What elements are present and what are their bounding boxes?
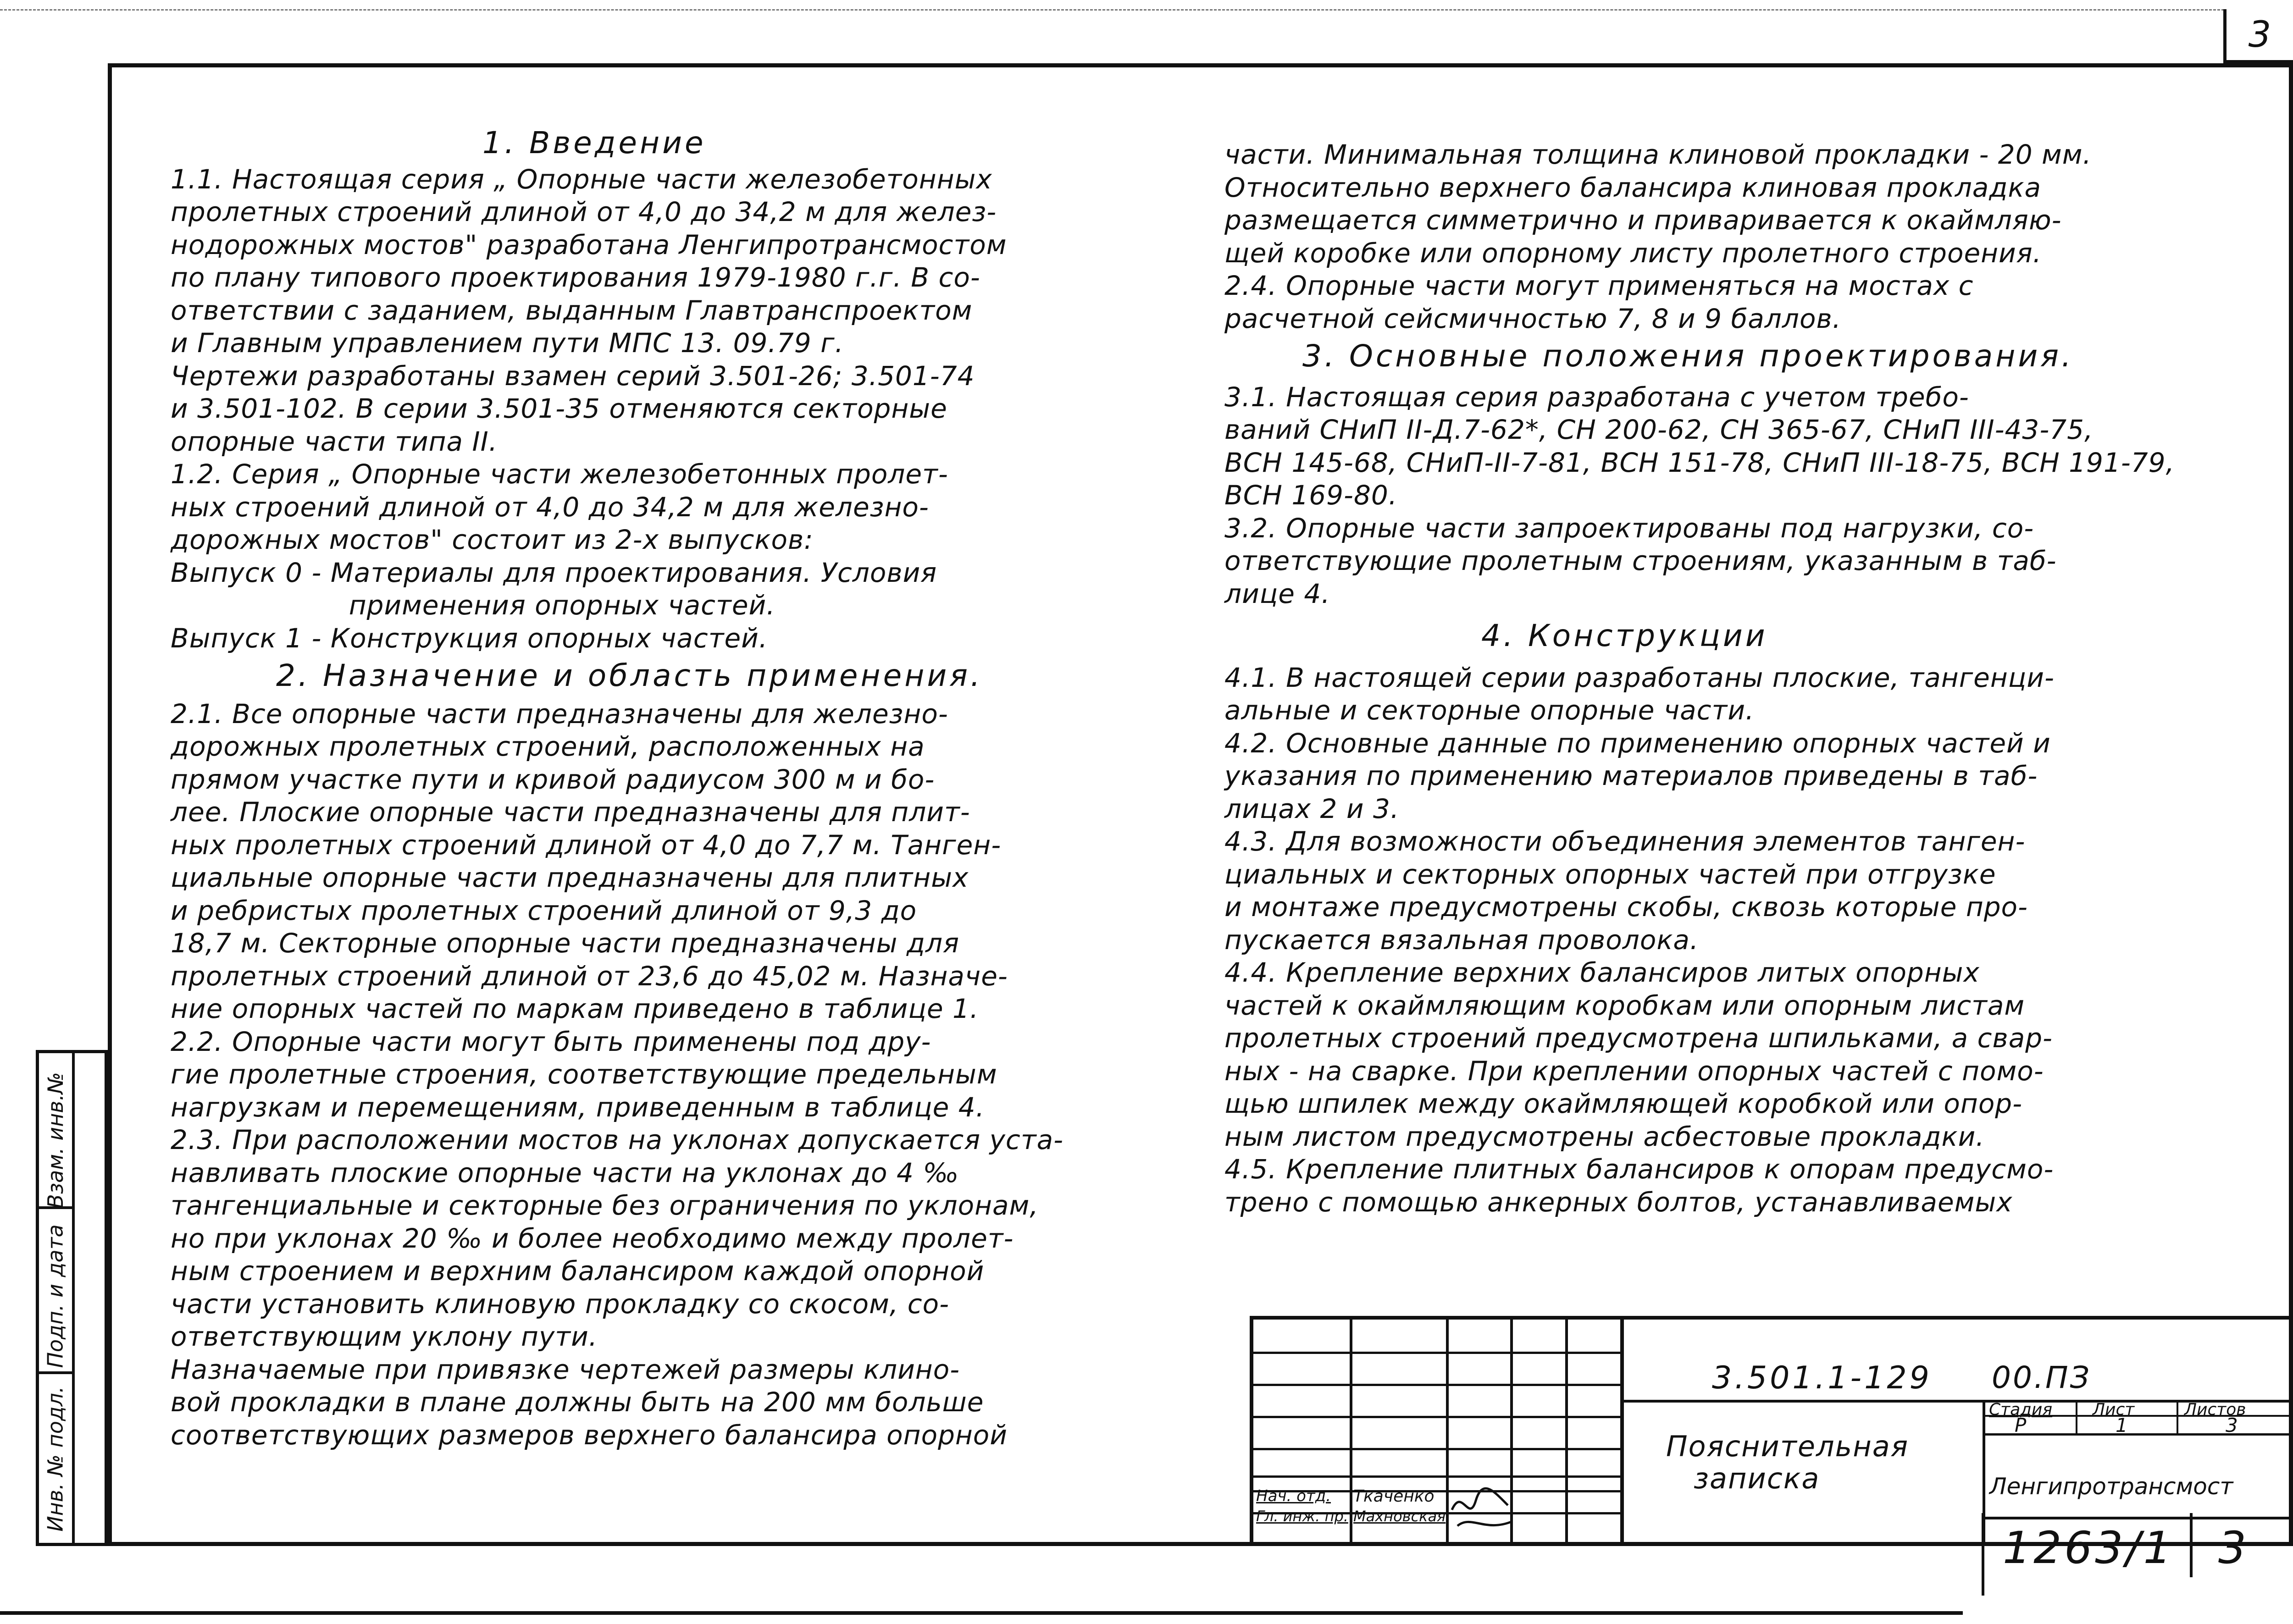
document-code-suffix: 00.ПЗ	[1992, 1360, 2091, 1395]
text-line: 2.1. Все опорные части предназначены для железно-	[171, 698, 948, 729]
sheets-label: Листов	[2184, 1400, 2246, 1419]
text-line: пролетных строений предусмотрена шпильками, а свар-	[1224, 1022, 2053, 1054]
text-line: гие пролетные строения, соответствующие предельным	[171, 1059, 997, 1090]
text-line: частей к окаймляющим коробкам или опорным листам	[1224, 989, 2025, 1021]
text-line: и 3.501-102. В серии 3.501-35 отменяются секторные	[171, 393, 947, 424]
text-line: ответствующие пролетным строениям, указанным в таб-	[1224, 545, 2057, 576]
text-line: пролетных строений длиной от 4,0 до 34,2 м для желез-	[171, 196, 997, 227]
sheet-value: 1	[2116, 1414, 2128, 1436]
text-line: по плану типового проектирования 1979-1980 г.г. В со-	[171, 262, 980, 293]
text-line: ных пролетных строений длиной от 4,0 до 7,7 м. Танген-	[171, 829, 1002, 861]
text-line: дорожных мостов" состоит из 2-х выпусков:	[171, 524, 814, 555]
text-line: 18,7 м. Секторные опорные части предназначены для	[171, 928, 959, 959]
text-line: щей коробке или опорному листу пролетного строения.	[1224, 237, 2042, 269]
text-line: Выпуск 0 - Материалы для проектирования. Условия	[171, 557, 937, 588]
doc-title-line2: записка	[1694, 1462, 1820, 1495]
text-line: 3.2. Опорные части запроектированы под нагрузки, со-	[1224, 512, 2034, 544]
album-sheet-number: 3	[2218, 1522, 2247, 1574]
album-number: 1263/1	[2003, 1522, 2174, 1574]
text-line: ваний СНиП II-Д.7-62*, СН 200-62, СН 365-67, СНиП III-43-75,	[1224, 414, 2094, 445]
text-line: ВСН 169-80.	[1224, 480, 1398, 511]
bottom-stamp	[1982, 1513, 2293, 1596]
design-paragraphs	[1224, 381, 2256, 611]
text-line: указания по применению материалов приведены в таб-	[1224, 760, 2038, 791]
sheet-label: Лист	[2093, 1400, 2135, 1419]
text-line: пролетных строений длиной от 23,6 до 45,02 м. Назначе-	[171, 960, 1008, 992]
stage-value: Р	[2015, 1414, 2027, 1436]
organization-name: Ленгипротрансмост	[1989, 1473, 2233, 1500]
doc-title-line1: Пояснительная	[1666, 1430, 1909, 1463]
text-line: 4.4. Крепление верхних балансиров литых опорных	[1224, 957, 1980, 988]
text-line: 2.4. Опорные части могут применяться на мостах с	[1224, 270, 1974, 301]
text-line: 2.3. При расположении мостов на уклонах допускается уста-	[171, 1124, 1064, 1155]
text-line: трено с помощью анкерных болтов, устанавливаемых	[1224, 1186, 2013, 1218]
text-line: ВСН 145-68, СНиП-II-7-81, ВСН 151-78, СНиП III-18-75, ВСН 191-79,	[1224, 447, 2175, 478]
text-line: опорные части типа II.	[171, 425, 498, 457]
text-line: ным листом предусмотрены асбестовые прокладки.	[1224, 1121, 1985, 1152]
purpose-paragraphs	[171, 698, 1202, 1452]
role-head-dept: Нач. отд.	[1256, 1487, 1331, 1505]
text-line: лее. Плоские опорные части предназначены для плит-	[171, 796, 970, 828]
text-line: лицах 2 и 3.	[1224, 793, 1400, 824]
right-text-column	[1224, 138, 2256, 1219]
name-makhnovskaya: Махновская	[1353, 1508, 1446, 1525]
side-label-inv-no: Инв. № подл.	[43, 1386, 68, 1532]
name-tkachenko: Ткаченко	[1353, 1487, 1435, 1506]
text-line: 4.1. В настоящей серии разработаны плоские, тангенци-	[1224, 662, 2055, 693]
side-label-replace: Взам. инв.№	[43, 1072, 68, 1209]
text-line: ных строений длиной от 4,0 до 34,2 м для железно-	[171, 491, 929, 523]
role-chief-engineer: Гл. инж. пр.	[1256, 1508, 1348, 1525]
text-line: Чертежи разработаны взамен серий 3.501-26; 3.501-74	[171, 360, 975, 392]
text-line: нагрузкам и перемещениям, приведенным в таблице 4.	[171, 1091, 985, 1123]
signature-icon	[1448, 1482, 1522, 1537]
text-line: прямом участке пути и кривой радиусом 300 м и бо-	[171, 763, 935, 795]
heading-purpose: 2. Назначение и область применения.	[276, 658, 983, 693]
side-stamp	[36, 1050, 108, 1546]
text-line: 1.2. Серия „ Опорные части железобетонных пролет-	[171, 458, 948, 490]
text-line: Относительно верхнего балансира клиновая прокладка	[1224, 171, 2042, 203]
intro-paragraphs	[171, 163, 1202, 655]
text-line: пускается вязальная проволока.	[1224, 924, 1699, 956]
text-line: ние опорных частей по маркам приведено в таблице 1.	[171, 993, 979, 1024]
text-line: и ребристых пролетных строений длиной от 9,3 до	[171, 895, 917, 926]
left-text-column	[171, 127, 1202, 1452]
construction-paragraphs	[1224, 662, 2256, 1219]
continued-paragraphs	[1224, 138, 2256, 335]
top-sheet-number: 3	[2223, 9, 2293, 63]
stage-label: Стадия	[1989, 1400, 2053, 1419]
text-line: части. Минимальная толщина клиновой прокладки - 20 мм.	[1224, 139, 2092, 170]
text-line: ных - на сварке. При креплении опорных частей с помо-	[1224, 1055, 2044, 1087]
text-line: 1.1. Настоящая серия „ Опорные части железобетонных	[171, 163, 992, 195]
bottom-margin	[0, 1546, 1963, 1615]
text-line: Выпуск 1 - Конструкция опорных частей.	[171, 622, 768, 654]
text-line: ответствующим уклону пути.	[171, 1321, 598, 1352]
heading-introduction: 1. Введение	[482, 125, 706, 160]
text-line: дорожных пролетных строений, расположенных на	[171, 731, 925, 762]
heading-construction: 4. Конструкции	[1481, 618, 1768, 653]
text-line: соответствующих размеров верхнего балансира опорной	[171, 1419, 1008, 1451]
text-line: лице 4.	[1224, 578, 1330, 609]
text-line: циальных и секторных опорных частей при отгрузке	[1224, 858, 1996, 890]
text-line: и Главным управлением пути МПС 13. 09.79 г.	[171, 327, 844, 359]
text-line: нодорожных мостов" разработана Ленгипротрансмостом	[171, 229, 1007, 260]
document-code: 3.501.1-129	[1712, 1360, 1932, 1396]
text-line: 4.2. Основные данные по применению опорных частей и	[1224, 727, 2051, 759]
text-line: 3.1. Настоящая серия разработана с учетом требо-	[1224, 381, 1969, 413]
text-line: навливать плоские опорные части на уклонах до 4 ‰	[171, 1157, 959, 1188]
text-line: циальные опорные части предназначены для плитных	[171, 862, 969, 893]
text-line: 4.5. Крепление плитных балансиров к опорам предусмо-	[1224, 1154, 2054, 1185]
text-line: вой прокладки в плане должны быть на 200 мм больше	[171, 1386, 984, 1418]
text-line: 2.2. Опорные части могут быть применены под дру-	[171, 1026, 931, 1057]
sheets-value: 3	[2226, 1414, 2238, 1436]
text-line: ным строением и верхним балансиром каждой опорной	[171, 1255, 985, 1287]
text-line: части установить клиновую прокладку со скосом, со-	[171, 1288, 950, 1320]
text-line: щью шпилек между окаймляющей коробкой или опор-	[1224, 1088, 2023, 1119]
text-line: расчетной сейсмичностью 7, 8 и 9 баллов.	[1224, 303, 1842, 334]
heading-design-principles: 3. Основные положения проектирования.	[1302, 338, 2074, 374]
text-line: тангенциальные и секторные без ограничения по уклонам,	[171, 1190, 1039, 1221]
top-cut-line	[0, 9, 2224, 11]
text-line: Назначаемые при привязке чертежей размеры клино-	[171, 1353, 960, 1385]
text-line: но при уклонах 20 ‰ и более необходимо между пролет-	[171, 1222, 1014, 1254]
side-label-sign-date: Подп. и дата	[43, 1224, 68, 1368]
text-line: и монтаже предусмотрены скобы, сквозь которые про-	[1224, 891, 2028, 922]
title-block	[1250, 1316, 2293, 1546]
text-line: размещается симметрично и приваривается к окаймляю-	[1224, 204, 2062, 236]
text-line: ответствии с заданием, выданным Главтранспроектом	[171, 294, 973, 326]
text-line: 4.3. Для возможности объединения элементов танген-	[1224, 826, 2026, 857]
text-line: применения опорных частей.	[171, 590, 775, 621]
text-line: альные и секторные опорные части.	[1224, 695, 1755, 726]
